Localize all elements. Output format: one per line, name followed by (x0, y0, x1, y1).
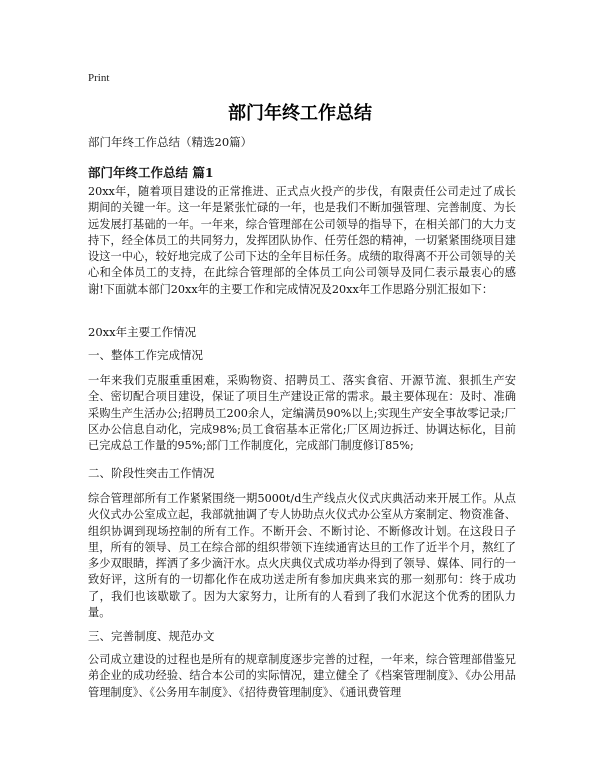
paragraph-overall-work: 一年来我们克服重重困难，采购物资、招聘员工、落实食宿、开源节流、狠抓生产安全、密切配合项目建设，保证了项目生产建设正常的需求。最主要体现在：及时、准确采购生产生活办公;招聘员工200余人，定编满员90%以上;实现生产安全事故零记录;厂区办公信息自动化，完成98%;员工食宿基本正常化;厂区周边拆迁、协调达标化，目前已完成总工作量的95%;部门工作制度化，完成部门制度修订85%; (88, 374, 516, 453)
main-heading: 20xx年主要工作情况 (88, 325, 197, 339)
document-subtitle: 部门年终工作总结（精选20篇） (88, 135, 253, 149)
paragraph-rules: 公司成立建设的过程也是所有的规章制度逐步完善的过程，一年来，综合管理部借鉴兄弟企业的成功经验、结合本公司的实际情况，建立健全了《档案管理制度》、《办公用品管理制度》、《公务用车制度》、《招待费管理制度》、《通讯费管理 (88, 653, 516, 699)
page-title: 部门年终工作总结 (228, 103, 372, 124)
print-label: Print (88, 72, 110, 84)
heading-phase-work: 二、阶段性突击工作情况 (88, 466, 215, 480)
heading-overall-work: 一、整体工作完成情况 (88, 348, 203, 362)
intro-paragraph: 20xx年，随着项目建设的正常推进、正式点火投产的步伐，有限责任公司走过了成长期间的关键一年。这一年是紧张忙碌的一年，也是我们不断加强管理、完善制度、为长远发展打基础的一年。一年来，综合管理部在公司领导的指导下，在相关部门的大力支持下，经全体员工的共同努力，发挥团队协作、任劳任怨的精神，一切紧紧围绕项目建设这一中心，较好地完成了公司下达的全年目标任务。成绩的取得离不开公司领导的关心和全体员工的支持，在此综合管理部的全体员工向公司领导及同仁表示最衷心的感谢!下面就本部门20xx年的主要工作和完成情况及20xx年工作思路分别汇报如下： (88, 185, 516, 296)
paragraph-phase-work: 综合管理部所有工作紧紧围绕一期5000t/d生产线点火仪式庆典活动来开展工作。从点火仪式办公室成立起，我部就抽调了专人协助点火仪式办公室从方案制定、物资准备、组织协调到现场控制的所有工作。不断开会、不断讨论、不断修改计划。在这段日子里，所有的领导、员工在综合部的组织带领下连续通宵达旦的工作了近半个月，熬红了多少双眼睛，挥洒了多少滴汗水。点火庆典仪式成功举办得到了领导、媒体、同行的一致好评，这所有的一切都化作在成功送走所有参加庆典来宾的那一刻那句：终于成功了，我们也该歇歇了。因为大家努力，让所有的人看到了我们水泥这个优秀的团队力量。 (88, 492, 516, 620)
heading-rules: 三、完善制度、规范办文 (88, 629, 215, 643)
section-title: 部门年终工作总结 篇1 (88, 165, 214, 180)
